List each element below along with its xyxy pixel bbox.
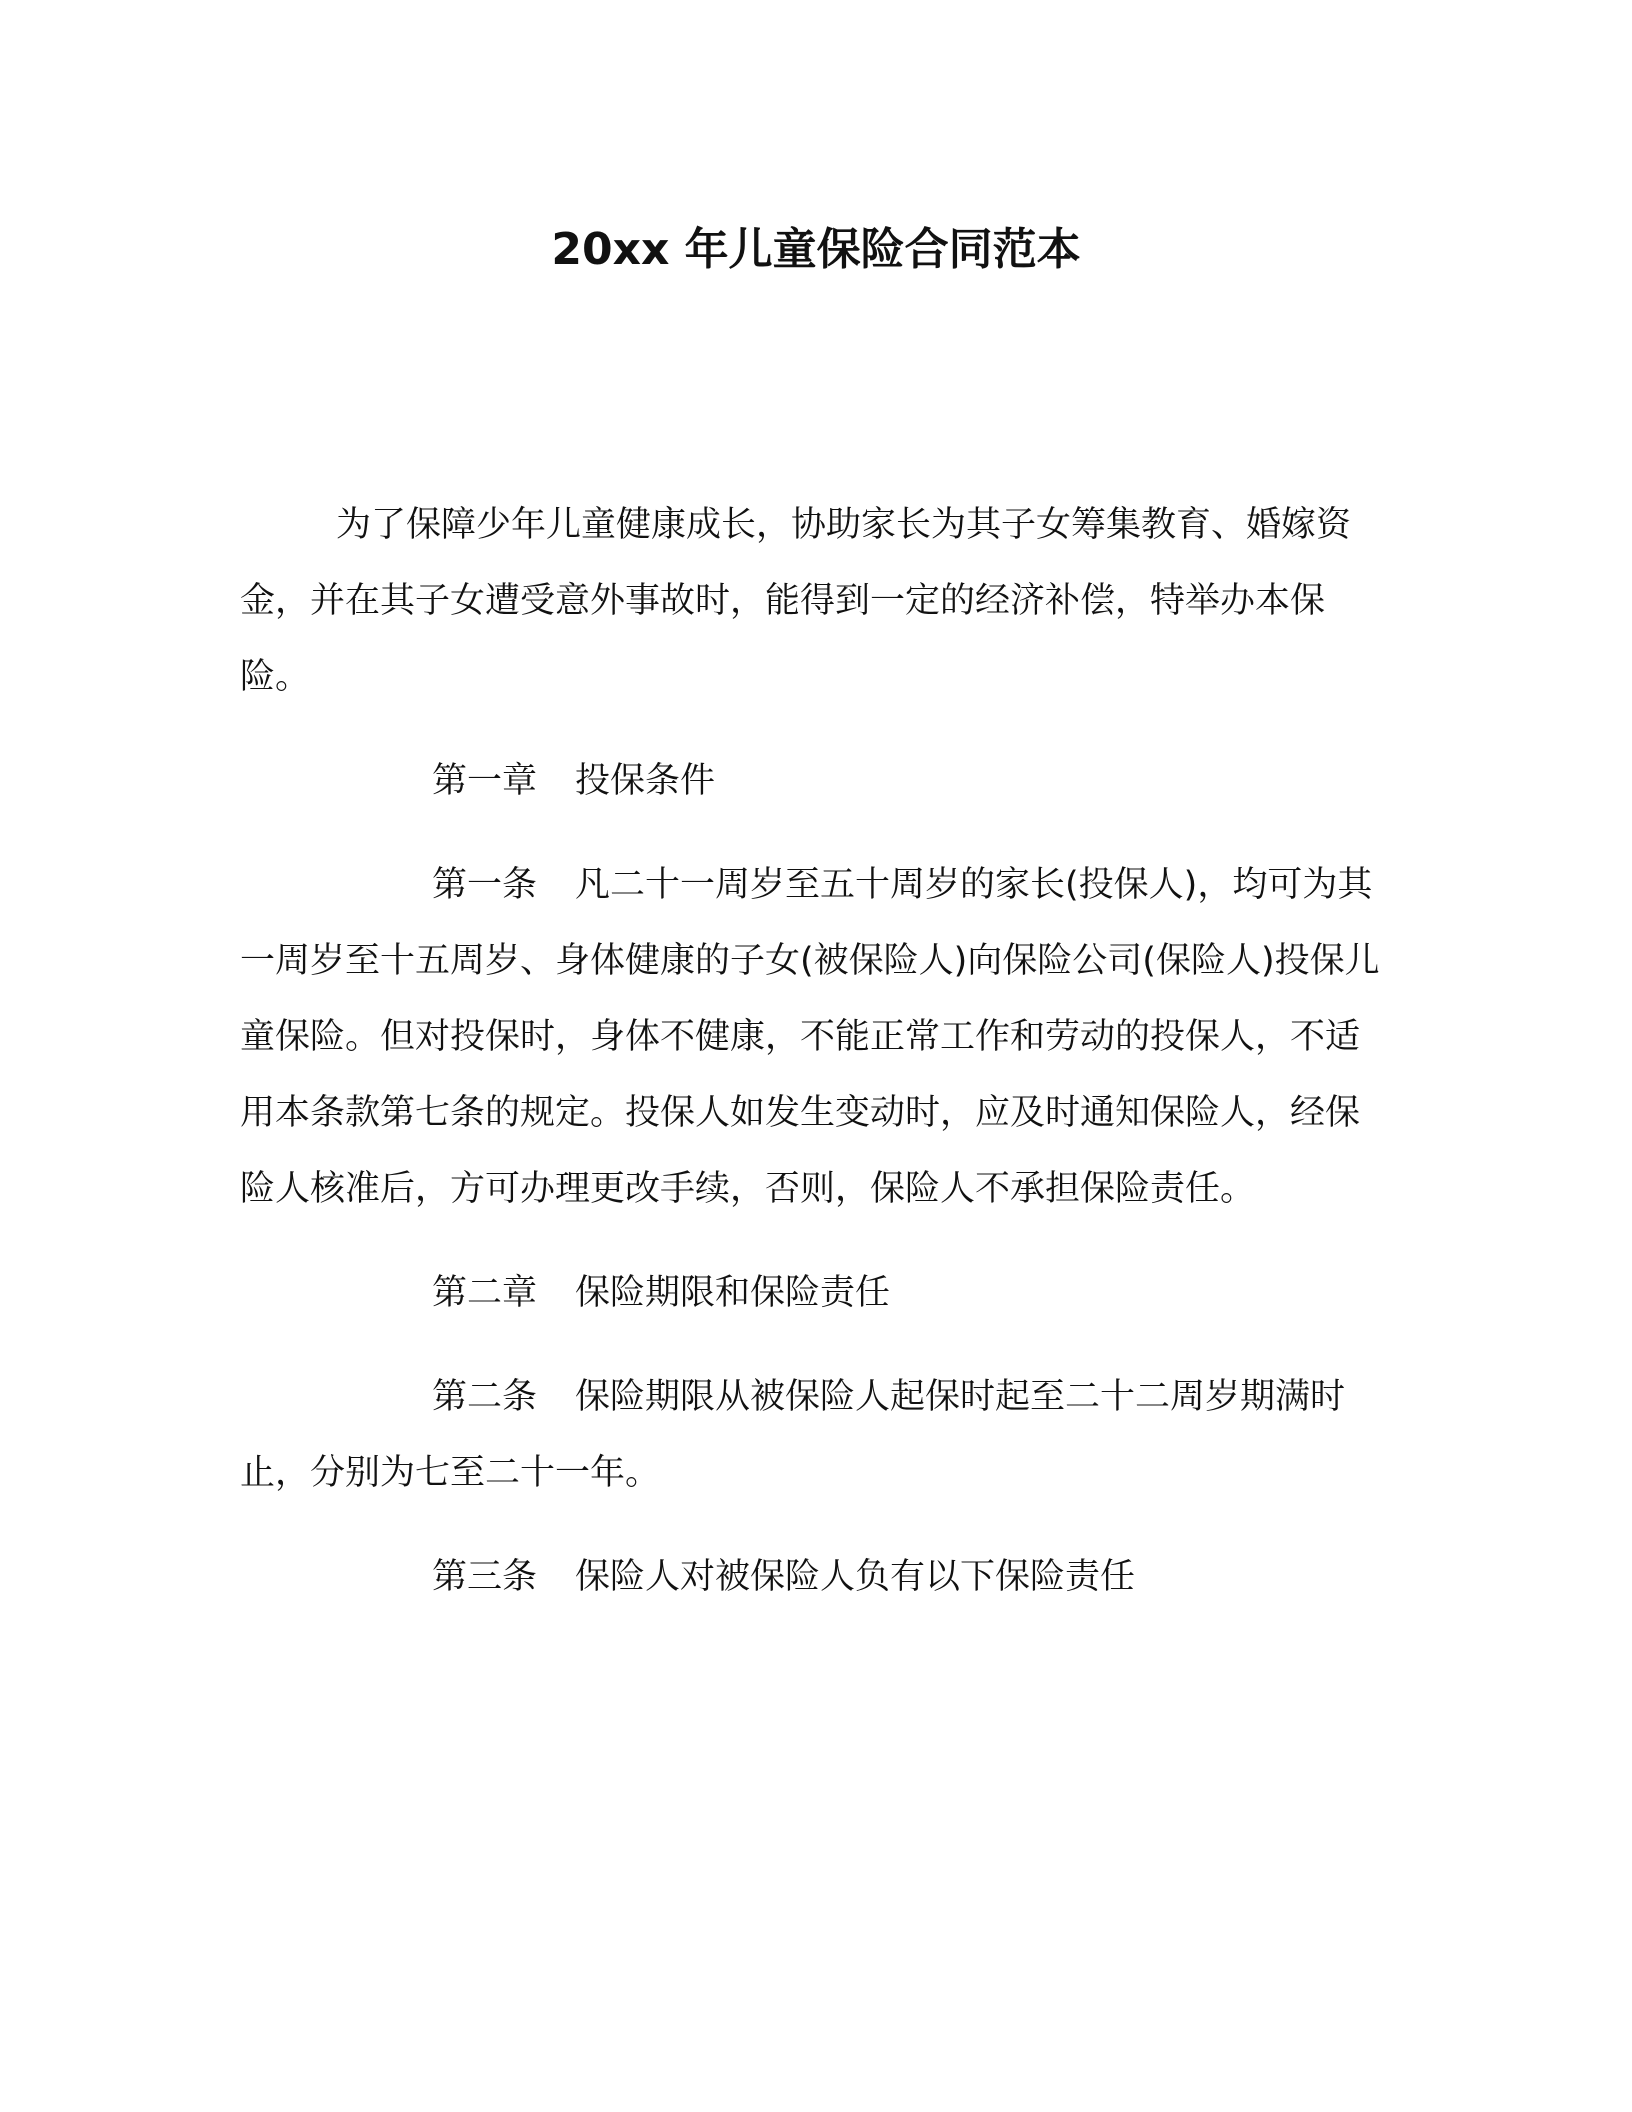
article-paragraph [240,1539,1380,1615]
article-paragraph [240,847,1380,1227]
chapter-title: 保险期限和保险责任 [575,1273,891,1313]
article-label: 第二条 [432,1377,538,1417]
document-body [240,487,1380,1643]
article-text: 凡二十一周岁至五十周岁的家长(投保人)，均可为其一周岁至十五周岁、身体健康的子女(被保险人)向保险公司(保险人)投保儿童保险。但对投保时，身体不健康，不能正常工作和劳动的投保人，不适用本条款第七条的规定。投保人如发生变动时，应及时通知保险人，经保险人核准后，方可办理更改手续，否则，保险人不承担保险责任。 [240,865,1380,1209]
chapter-heading [240,1255,1380,1331]
article-label: 第一条 [432,865,538,905]
chapter-title: 投保条件 [575,761,716,801]
article-paragraph [240,1359,1380,1511]
article-text: 保险期限从被保险人起保时起至二十二周岁期满时止，分别为七至二十一年。 [240,1377,1346,1493]
chapter-label: 第二章 [432,1273,538,1313]
paragraph-text: 为了保障少年儿童健康成长，协助家长为其子女筹集教育、婚嫁资金，并在其子女遭受意外事故时，能得到一定的经济补偿，特举办本保险。 [240,505,1352,697]
chapter-heading [240,743,1380,819]
intro-paragraph [240,487,1380,715]
chapter-label: 第一章 [432,761,538,801]
article-label: 第三条 [432,1557,538,1597]
article-text: 保险人对被保险人负有以下保险责任 [575,1557,1136,1597]
document-title: 20xx 年儿童保险合同范本 [551,224,1081,275]
